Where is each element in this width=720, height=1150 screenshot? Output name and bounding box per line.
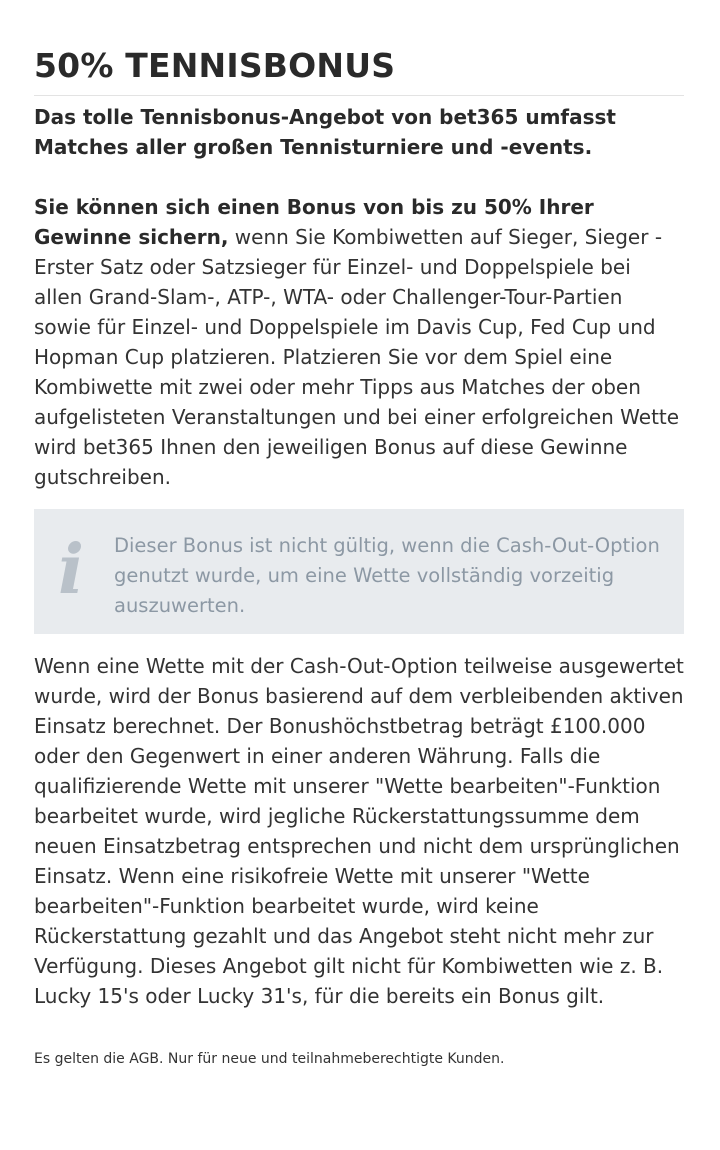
terms-footer: Es gelten die AGB. Nur für neue und teilnahmeberechtigte Kunden. — [34, 1051, 505, 1067]
intro-text: Das tolle Tennisbonus-Angebot von bet365 umfasst Matches aller großen Tennisturniere und -events. — [34, 105, 616, 159]
main-paragraph-body: wenn Sie Kombiwetten auf Sieger, Sieger - Erster Satz oder Satzsieger für Einzel- und Doppelspiele bei allen Grand-Slam-, ATP-, WTA- oder Challenger-Tour-Partien sowie für Einzel- und Doppelspiele im Davis Cup, Fed Cup und Hopman Cup platzieren. Platzieren Sie vor dem Spiel eine Kombiwette mit zwei oder mehr Tipps aus Matches der oben aufgelisteten Veranstaltungen und bei einer erfolgreichen Wette wird bet365 Ihnen den jeweiligen Bonus auf diese Gewinne gutschreiben. — [34, 225, 680, 489]
info-icon: i — [58, 530, 84, 610]
info-box-text: Dieser Bonus ist nicht gültig, wenn die Cash-Out-Option genutzt wurde, um eine Wette vollständig vorzeitig auszuwerten. — [114, 534, 660, 617]
main-paragraph-lead: Sie können sich einen Bonus von bis zu 50% Ihrer Gewinne sichern, — [34, 195, 594, 249]
main-paragraph — [34, 192, 684, 492]
info-box — [34, 509, 684, 634]
second-paragraph: Wenn eine Wette mit der Cash-Out-Option teilweise ausgewertet wurde, wird der Bonus basierend auf dem verbleibenden aktiven Einsatz berechnet. Der Bonushöchstbetrag beträgt £100.000 oder den Gegenwert in einer anderen Währung. Falls die qualifizierende Wette mit unserer "Wette bearbeiten"-Funktion bearbeitet wurde, wird jegliche Rückerstattungssumme dem neuen Einsatzbetrag entsprechen und nicht dem ursprünglichen Einsatz. Wenn eine risikofreie Wette mit unserer "Wette bearbeiten"-Funktion bearbeitet wurde, wird keine Rückerstattung gezahlt und das Angebot steht nicht mehr zur Verfügung. Dieses Angebot gilt nicht für Kombiwetten wie z. B. Lucky 15's oder Lucky 31's, für die bereits ein Bonus gilt. — [34, 654, 684, 1008]
title-divider — [34, 95, 684, 96]
page-title: 50% TENNISBONUS — [34, 46, 396, 85]
